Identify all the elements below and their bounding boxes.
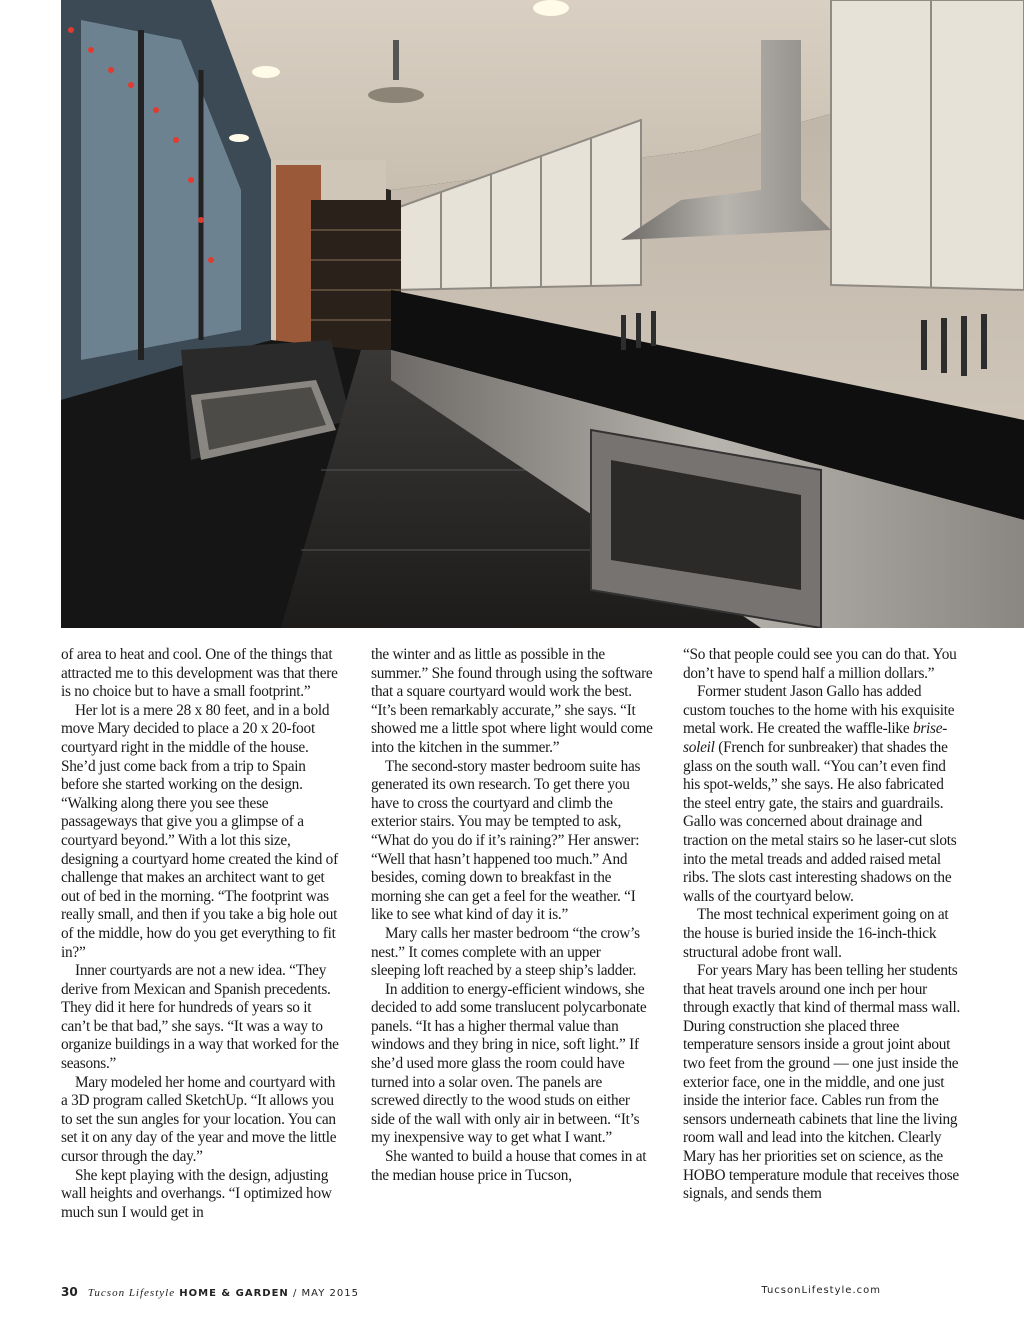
paragraph-text: Former student Jason Gallo has added custom touches to the home with his exquisite metal work. He created the waffle-like bbox=[683, 683, 955, 738]
paragraph: Mary calls her master bedroom “the crow’s nest.” It comes complete with an upper sleeping loft reached by a steep ship’s ladder. bbox=[371, 924, 640, 980]
article-column-3 bbox=[683, 646, 965, 1266]
footer-folio bbox=[61, 1285, 359, 1299]
paragraph: the winter and as little as possible in the summer.” She found through using the software that a square courtyard would work the best. “It’s been remarkably accurate,” she says. “It showed me a little spot where light would come into the kitchen in the summer.” bbox=[371, 646, 653, 756]
separator: / bbox=[288, 1288, 302, 1299]
kitchen-illustration bbox=[61, 0, 1024, 628]
paragraph: Her lot is a mere 28 x 80 feet, and in a bold move Mary decided to place a 20 x 20-foot courtyard right in the middle of the house. She’d just come back from a trip to Spain before she started working on the design. “Walking along there you see these passageways that give you a glimpse of a courtyard beyond.” With a lot this size, designing a courtyard home created the kind of challenge that makes an architect want to get out of bed in the morning. “The footprint was really small, and then if you take a big hole out of the middle, how do you get everything to fit in?” bbox=[61, 701, 338, 961]
website-url: TucsonLifestyle.com bbox=[761, 1285, 881, 1296]
paragraph: The second-story master bedroom suite has generated its own research. To get there you have to cross the courtyard and climb the exterior stairs. You may be tempted to ask, “What do you do if it’s raining?” Her answer: “Well that hasn’t happened too much.” And besides, coming down to breakfast in the morning she can get a feel for the weather. “I like to see what kind of day it is.” bbox=[371, 757, 641, 924]
paragraph: She wanted to build a house that comes in at the median house price in Tucson, bbox=[371, 1148, 647, 1184]
paragraph: Inner courtyards are not a new idea. “They derive from Mexican and Spanish precedents. They did it here for hundreds of years so it can’t be that bad,” she says. “It was a way to organize buildings in a way that worked for the seasons.” bbox=[61, 962, 339, 1073]
paragraph: For years Mary has been telling her students that heat travels around one inch per hour through exactly that kind of thermal mass wall. During construction she placed three temperature sensors inside a grout joint about two feet from the ground — one just inside the exterior face, one in the middle, and one just inside the interior face. Cables run from the sensors underneath cabinets that line the living room wall and lead into the kitchen. Clearly Mary has her priorities set on science, as the HOBO temperature module that receives those signals, and sends them bbox=[683, 962, 961, 1203]
paragraph: of area to heat and cool. One of the things that attracted me to this development was that there is no choice but to have a small footprint.” bbox=[61, 646, 338, 701]
kitchen-photo bbox=[61, 0, 1024, 628]
paragraph bbox=[683, 683, 965, 906]
article-column-2 bbox=[371, 646, 653, 1266]
italic-term: brise-soleil bbox=[683, 720, 948, 756]
paragraph: In addition to energy-efficient windows, she decided to add some translucent polycarbonate panels. “It has a higher thermal value than windows and they bring in nice, soft light.” If she’d used more glass the room could have turned into a solar oven. The panels are screwed directly to the wood studs on either side of the wall with only air in between. “It’s my inexpensive way to get what I want.” bbox=[371, 980, 647, 1147]
paragraph: “So that people could see you can do that. You don’t have to spend half a million dollars.” bbox=[683, 646, 957, 682]
issue-date: MAY 2015 bbox=[301, 1288, 359, 1299]
paragraph-text: (French for sunbreaker) that shades the glass on the south wall. “You can’t even find his spot-welds,” she says. He also fabricated the steel entry gate, the stairs and guardrails. Gallo was concerned about drainage and traction on the metal stairs so he laser-cut slots into the metal treads and added raised metal ribs. The slots cast interesting shadows on the walls of the courtyard below. bbox=[683, 738, 957, 905]
article-column-1 bbox=[61, 646, 343, 1266]
paragraph: Mary modeled her home and courtyard with a 3D program called SketchUp. “It allows you to set the sun angles for your location. You can set it on any day of the year and move the little cursor through the day.” bbox=[61, 1073, 337, 1166]
paragraph: She kept playing with the design, adjusting wall heights and overhangs. “I optimized how much sun I would get in bbox=[61, 1166, 332, 1221]
magazine-name: Tucson Lifestyle bbox=[87, 1287, 176, 1299]
paragraph: The most technical experiment going on at the house is buried inside the 16-inch-thick structural adobe front wall. bbox=[683, 906, 949, 961]
page-number: 30 bbox=[61, 1285, 78, 1299]
section-name: HOME & GARDEN bbox=[179, 1288, 289, 1299]
page-footer bbox=[61, 1285, 881, 1301]
